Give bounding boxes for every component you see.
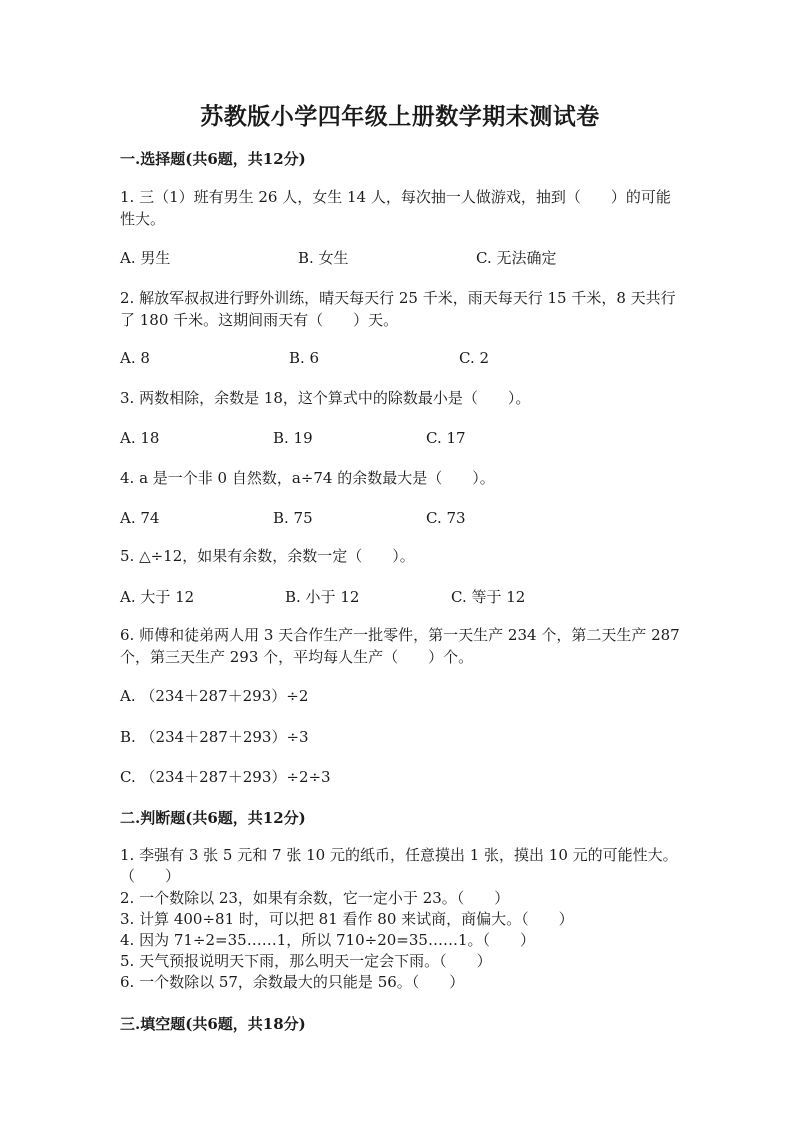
question-2-option-c: C. 2: [459, 349, 490, 367]
true-false-item-5: 5. 天气预报说明天下雨，那么明天一定会下雨。（ ）: [120, 952, 492, 970]
section-header-true-false: 二.判断题(共6题，共12分): [120, 809, 306, 827]
true-false-item-3: 3. 计算 400÷81 时，可以把 81 看作 80 来试商，商偏大。（ ）: [120, 910, 574, 928]
true-false-item-2: 2. 一个数除以 23，如果有余数，它一定小于 23。（ ）: [120, 889, 510, 907]
question-6: 6. 师傅和徒弟两人用 3 天合作生产一批零件，第一天生产 234 个，第二天生产 287 个，第三天生产 293 个，平均每人生产（ ）个。: [120, 626, 680, 666]
page-title: 苏教版小学四年级上册数学期末测试卷: [200, 103, 600, 130]
question-3-option-b: B. 19: [273, 429, 313, 447]
question-1-option-b: B. 女生: [298, 249, 349, 267]
question-1: 1. 三（1）班有男生 26 人，女生 14 人，每次抽一人做游戏，抽到（ ）的可能性大。: [120, 188, 671, 228]
question-5-option-c: C. 等于 12: [451, 588, 526, 606]
question-2-option-b: B. 6: [289, 349, 320, 367]
question-5: 5. △÷12，如果有余数，余数一定（ ）。: [120, 547, 415, 565]
question-6-option-a: A. （234＋287＋293）÷2: [120, 687, 309, 705]
true-false-item-1: 1. 李强有 3 张 5 元和 7 张 10 元的纸币，任意摸出 1 张，摸出 10 元的可能性大。 （ ）: [120, 846, 701, 885]
question-6-option-c: C. （234＋287＋293）÷2÷3: [120, 768, 331, 786]
question-3: 3. 两数相除，余数是 18，这个算式中的除数最小是（ ）。: [120, 389, 531, 407]
true-false-item-4: 4. 因为 71÷2=35……1，所以 710÷20=35……1。（ ）: [120, 931, 535, 949]
question-6-option-b: B. （234＋287＋293）÷3: [120, 728, 309, 746]
question-4-option-a: A. 74: [120, 509, 160, 527]
question-5-option-a: A. 大于 12: [120, 588, 195, 606]
question-2-option-a: A. 8: [120, 349, 150, 367]
question-1-option-c: C. 无法确定: [476, 249, 557, 267]
question-4-option-b: B. 75: [273, 509, 313, 527]
question-4-option-c: C. 73: [426, 509, 466, 527]
question-1-option-a: A. 男生: [120, 249, 171, 267]
question-2: 2. 解放军叔叔进行野外训练，晴天每天行 25 千米，雨天每天行 15 千米，8 天共行了 180 千米。这期间雨天有（ ）天。: [120, 289, 676, 329]
true-false-item-6: 6. 一个数除以 57，余数最大的只能是 56。（ ）: [120, 973, 465, 991]
question-4: 4. a 是一个非 0 自然数，a÷74 的余数最大是（ ）。: [120, 469, 495, 487]
question-3-option-c: C. 17: [426, 429, 466, 447]
question-3-option-a: A. 18: [120, 429, 160, 447]
question-5-option-b: B. 小于 12: [285, 588, 360, 606]
section-header-multiple-choice: 一.选择题(共6题，共12分): [120, 150, 306, 168]
section-header-fill-in: 三.填空题(共6题，共18分): [120, 1015, 306, 1033]
